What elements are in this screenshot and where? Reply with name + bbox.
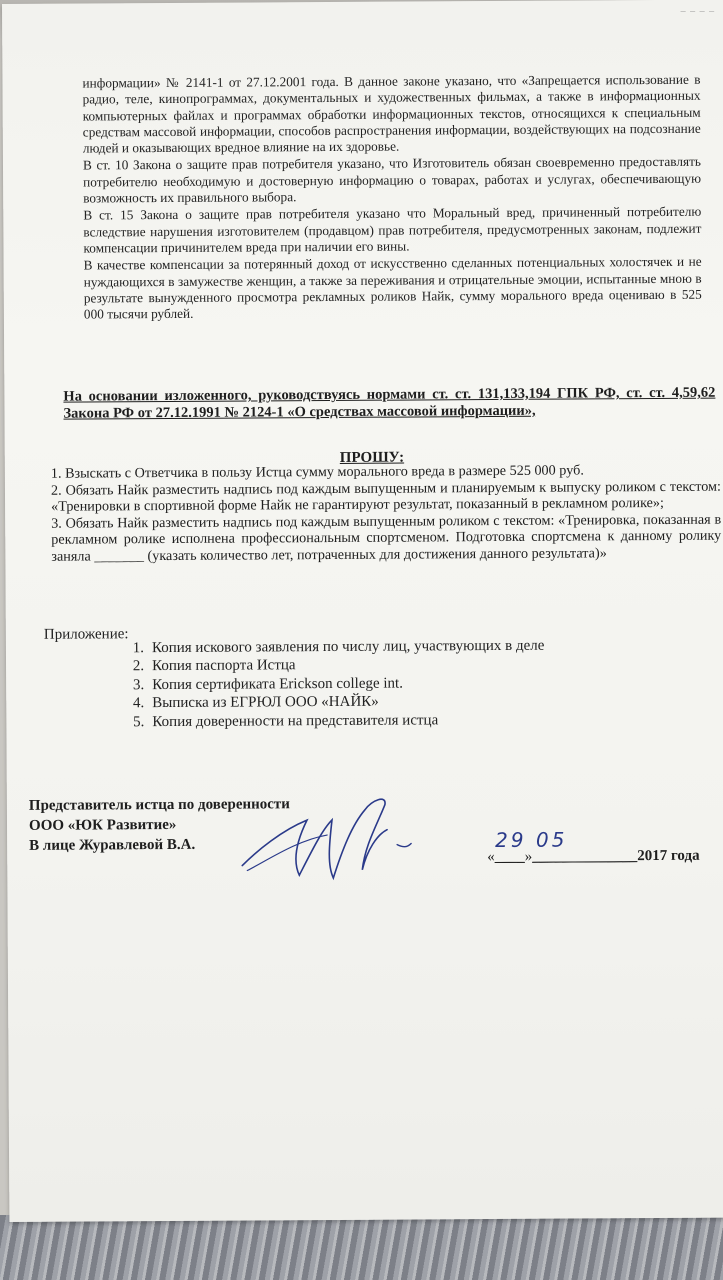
- request-item-3: 3. Обязать Найк разместить надпись под каждым выпущенным роликом с текстом: «Тренировка, показанная в рекламном ролике исполнена профессиональным спортсменом. Подготовка спортсмена к данному ролику заняла _______ (указать количество лет, потраченных для достижения данного результата)»: [51, 511, 722, 565]
- attachment-item: 1. Копия искового заявления по числу лиц, участвующих в деле: [132, 637, 545, 657]
- signatory-role: Представитель истца по доверенности: [28, 796, 290, 814]
- legal-basis: На основании изложенного, руководствуясь нормами ст. ст. 131,133,194 ГПК РФ, ст. ст. 4,59,62 Закона РФ от 27.12.1991 № 2124-1 «О средствах массовой информации»,: [63, 384, 716, 422]
- background-fabric: [0, 1215, 723, 1280]
- attachment-item: 3. Копия сертификата Erickson college int.: [132, 675, 403, 694]
- paragraph-article-15: В ст. 15 Закона о защите прав потребителя указано что Моральный вред, причиненный потребителю вследствие нарушения изготовителем (продавцом) прав потребителя, предусмотренных законам, подлежит компенсации причинителем вреда при наличии его вины.: [83, 204, 702, 256]
- attachment-item: 2. Копия паспорта Истца: [132, 657, 296, 675]
- request-heading: ПРОШУ:: [339, 449, 405, 466]
- paragraph-article-10: В ст. 10 Закона о защите прав потребителя указано, что Изготовитель обязан своевременно предоставлять потребителю необходимую и достоверную информацию о товарах, работах и услугах, обеспечивающую возможность их правильного выбора.: [82, 154, 702, 206]
- handwritten-signature: [237, 789, 428, 890]
- attachments-title: Приложение:: [43, 626, 129, 643]
- attachment-item: 5. Копия доверенности на представителя истца: [133, 711, 439, 730]
- request-list: [51, 462, 722, 566]
- paragraph-compensation: В качестве компенсации за потерянный доход от искусственно сделанных потенциальных холостячек и не нуждающихся в замужестве женщин, а также за переживания и отрицательные эмоции, испытанные мною в результате вынужденного просмотра рекламных роликов Найк, сумму морального вреда оцениваю в 525 000 тысячи рублей.: [83, 253, 702, 322]
- document-page: [2, 0, 723, 1222]
- body-text: [82, 72, 702, 323]
- corner-scribble: – – – –: [680, 5, 716, 17]
- signatory-company: ООО «ЮК Развитие»: [28, 816, 177, 834]
- paragraph-law-quote: информации» № 2141-1 от 27.12.2001 года. В данное законе указано, что «Запрещается использование в радио, теле, кинопрограммах, документальных и художественных фильмах, а также в информационных компьютерных файлах и программах обработки информационных текстов, относящихся к специальным средствам массовой информации, способов распространения информации, воздействующих на подсознание людей и оказывающих вредное влияние на их здоровье.: [82, 71, 701, 156]
- attachments-list: [106, 637, 545, 732]
- svg-text:29 05: 29 05: [495, 827, 568, 853]
- request-item-1: 1. Взыскать с Ответчика в пользу Истца сумму морального вреда в размере 525 000 руб.: [50, 462, 584, 482]
- signatory-name: В лице Журавлевой В.А.: [29, 836, 196, 854]
- date-line: «____»______________2017 года: [487, 847, 700, 866]
- attachment-item: 4. Выписка из ЕГРЮЛ ООО «НАЙК»: [132, 693, 379, 712]
- request-item-2: 2. Обязать Найк разместить надпись под каждым выпущенным и планируемым к выпуску роликом с текстом: «Тренировки в спортивной форме Найк не гарантируют результат, показанный в рекламном ролике»;: [50, 478, 722, 515]
